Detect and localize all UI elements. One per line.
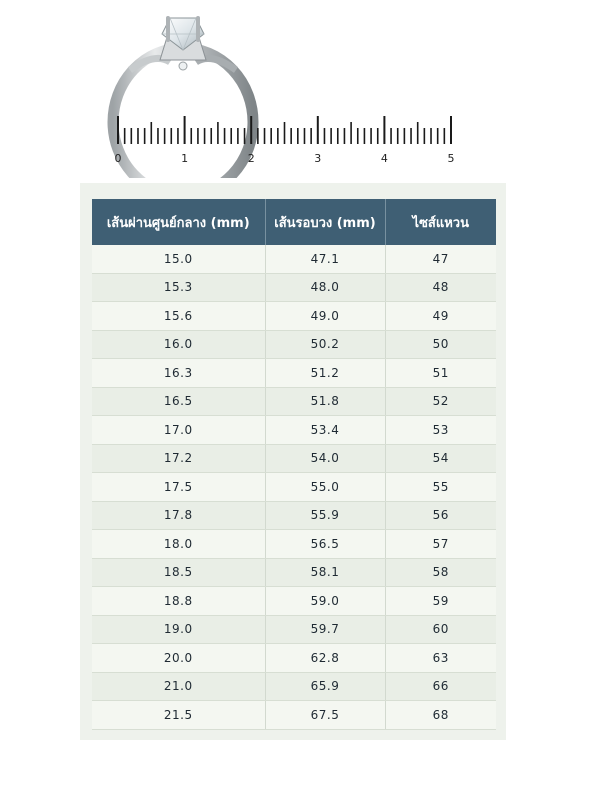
- cell-circumference: 67.5: [265, 701, 385, 730]
- ruler-label: 5: [447, 152, 455, 165]
- cell-circumference: 55.9: [265, 501, 385, 530]
- cell-diameter: 17.2: [92, 444, 265, 473]
- cell-ring-size: 52: [385, 387, 496, 416]
- cell-diameter: 20.0: [92, 644, 265, 673]
- table-row: [92, 330, 496, 359]
- cell-circumference: 48.0: [265, 273, 385, 302]
- cell-ring-size: 56: [385, 501, 496, 530]
- cell-circumference: 59.7: [265, 615, 385, 644]
- table-row: [92, 644, 496, 673]
- table-row: [92, 672, 496, 701]
- cell-diameter: 21.5: [92, 701, 265, 730]
- cell-ring-size: 51: [385, 359, 496, 388]
- table-row: [92, 302, 496, 331]
- cell-diameter: 16.3: [92, 359, 265, 388]
- table-row: [92, 444, 496, 473]
- ruler-label: 2: [247, 152, 255, 165]
- cell-ring-size: 63: [385, 644, 496, 673]
- cell-circumference: 50.2: [265, 330, 385, 359]
- cell-ring-size: 53: [385, 416, 496, 445]
- cell-diameter: 17.0: [92, 416, 265, 445]
- ruler-label: 0: [114, 152, 122, 165]
- cell-diameter: 15.0: [92, 245, 265, 273]
- table-row: [92, 701, 496, 730]
- ruler-label: 3: [314, 152, 322, 165]
- cell-diameter: 17.5: [92, 473, 265, 502]
- ruler: [115, 116, 455, 165]
- table-row: [92, 530, 496, 559]
- cell-ring-size: 54: [385, 444, 496, 473]
- ruler-label: 1: [181, 152, 189, 165]
- cell-ring-size: 58: [385, 558, 496, 587]
- cell-diameter: 17.8: [92, 501, 265, 530]
- table-row: [92, 416, 496, 445]
- cell-ring-size: 55: [385, 473, 496, 502]
- cell-ring-size: 49: [385, 302, 496, 331]
- table-row: [92, 359, 496, 388]
- cell-diameter: 18.8: [92, 587, 265, 616]
- header-circumference: เส้นรอบวง (mm): [265, 199, 385, 245]
- cell-ring-size: 59: [385, 587, 496, 616]
- cell-circumference: 56.5: [265, 530, 385, 559]
- cell-circumference: 54.0: [265, 444, 385, 473]
- cell-circumference: 49.0: [265, 302, 385, 331]
- cell-circumference: 55.0: [265, 473, 385, 502]
- table-row: [92, 473, 496, 502]
- cell-ring-size: 50: [385, 330, 496, 359]
- ring-ruler-illustration: [100, 0, 470, 178]
- table-row: [92, 501, 496, 530]
- cell-diameter: 16.0: [92, 330, 265, 359]
- ring-size-table: [92, 199, 496, 730]
- cell-ring-size: 47: [385, 245, 496, 273]
- cell-diameter: 18.5: [92, 558, 265, 587]
- table-row: [92, 245, 496, 273]
- table-row: [92, 587, 496, 616]
- table-row: [92, 273, 496, 302]
- cell-circumference: 58.1: [265, 558, 385, 587]
- cell-circumference: 53.4: [265, 416, 385, 445]
- cell-ring-size: 48: [385, 273, 496, 302]
- cell-circumference: 62.8: [265, 644, 385, 673]
- cell-diameter: 15.6: [92, 302, 265, 331]
- table-body: [92, 245, 496, 729]
- size-table-panel: [80, 183, 506, 740]
- cell-circumference: 59.0: [265, 587, 385, 616]
- cell-ring-size: 66: [385, 672, 496, 701]
- cell-diameter: 15.3: [92, 273, 265, 302]
- cell-ring-size: 60: [385, 615, 496, 644]
- ruler-label: 4: [380, 152, 388, 165]
- cell-circumference: 51.8: [265, 387, 385, 416]
- cell-diameter: 16.5: [92, 387, 265, 416]
- table-header-row: [92, 199, 496, 245]
- header-diameter: เส้นผ่านศูนย์กลาง (mm): [92, 199, 265, 245]
- cell-diameter: 21.0: [92, 672, 265, 701]
- cell-circumference: 65.9: [265, 672, 385, 701]
- header-ring-size: ไซส์แหวน: [385, 199, 496, 245]
- table-row: [92, 615, 496, 644]
- cell-diameter: 19.0: [92, 615, 265, 644]
- cell-circumference: 51.2: [265, 359, 385, 388]
- cell-ring-size: 57: [385, 530, 496, 559]
- cell-diameter: 18.0: [92, 530, 265, 559]
- cell-circumference: 47.1: [265, 245, 385, 273]
- cell-ring-size: 68: [385, 701, 496, 730]
- table-row: [92, 387, 496, 416]
- table-row: [92, 558, 496, 587]
